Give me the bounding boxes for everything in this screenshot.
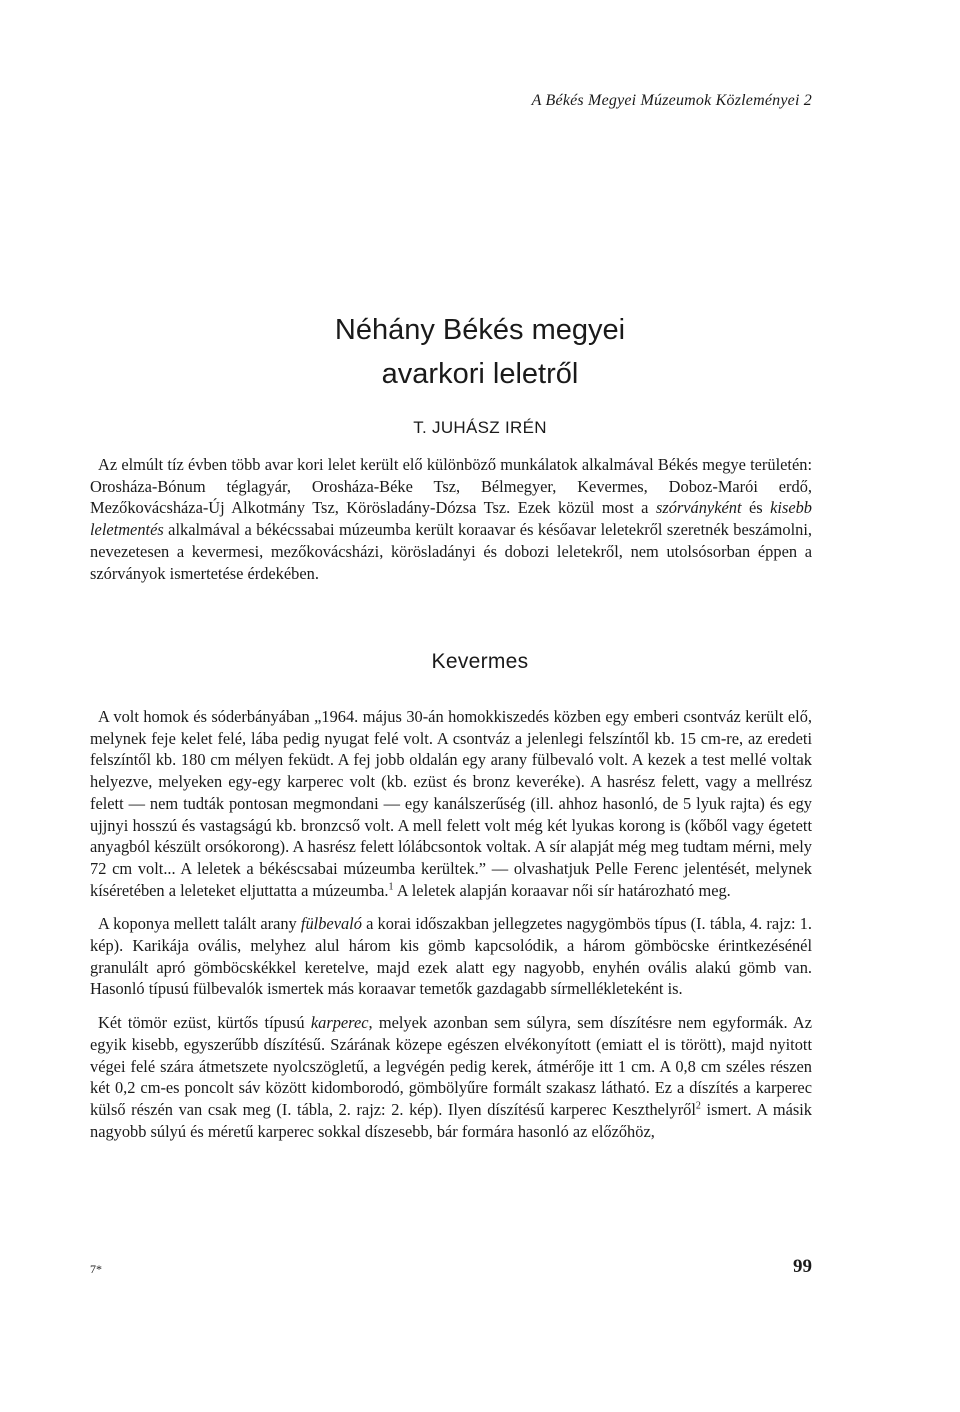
running-head: A Békés Megyei Múzeumok Közleményei 2 xyxy=(531,92,812,109)
paragraph-1-text: A volt homok és sóderbányában „1964. május 30-án homokkiszedés közben egy emberi csontváz került elő, melynek feje kelet felé, lába pedig nyugat felé volt. A csontváz a jelenlegi felszíntől kb. 15 cm-re, az eredeti felszíntől kb. 180 cm mélyen feküdt. A fej jobb oldalán egy arany fülbevaló volt. A kezek a test mellé voltak helyezve, melyeken egy-egy karperec volt (kb. ezüst és bronz keveréke). A hasrész felett, vagy a mellrész felett — nem tudták pontosan megmondani — egy kanálszerűség (ill. ahhoz hasonló, de 5 lyuk rajta) és egy ujjnyi hosszú és vastagságú kb. bronzcső volt. A mell felett volt még két lyukas korong is (kőből vagy égetett anyagból készült orsókorong). A hasrész felett lólábcsontok voltak. A sír alapját még meg tudtam mérni, mely 72 cm volt... A leletek a békéscsabai múzeumba kerültek.” — olvashatjuk Pelle Ferenc jelentését, melynek kíséretében a leleteket eljuttatta a múzeumba. xyxy=(90,707,812,900)
page-number: 99 xyxy=(793,1256,812,1277)
intro-text-2: alkalmával a békécssabai múzeumba került koraavar és későavar leletekről szeretnék beszámolni, nevezetesen a kevermesi, mezőkovácsházi, körösladányi és dobozi leletekről, nem utolsósorban éppen a szórványok ismertetése érdekében. xyxy=(90,520,812,583)
signature-mark: 7* xyxy=(90,1262,102,1276)
intro-text-1: Az elmúlt tíz évben több avar kori lelet került elő különböző munkálatok alkalmával Békés megye területén: Orosháza-Bónum téglagyár, Orosháza-Béke Tsz, Bélmegyer, Kevermes, Doboz-Marói erdő, Mezőkovácsháza-Új Alkotmány Tsz, Körösladány-Dózsa Tsz. Ezek közül most a xyxy=(90,455,812,518)
paragraph-2-emphasis: fülbevaló xyxy=(300,914,362,934)
paragraph-1 xyxy=(90,706,812,901)
section-heading-kevermes: Kevermes xyxy=(431,650,529,673)
kevermes-section xyxy=(90,706,812,1142)
footnote-ref-2[interactable]: 2 xyxy=(695,1100,701,1112)
author-name: T. JUHÁSZ IRÉN xyxy=(413,418,547,437)
intro-section xyxy=(90,454,812,584)
article-title-block xyxy=(0,308,960,438)
intro-emphasis-2: kisebb leletmentés xyxy=(90,498,812,540)
paragraph-2 xyxy=(90,913,812,1000)
intro-emphasis-1: szórványként xyxy=(655,498,742,518)
paragraph-2-text-2: a korai időszakban jellegzetes nagygömbös típus (I. tábla, 4. rajz: 1. kép). Karikája ovális, melyhez alul három kis gömb kapcsolódik, a három gömböcske érintkezésénél granulált apró gömböcskékkel keretelve, majd ezek alatt egy nagyobb, enyhén ovális alakú gömb van. Hasonló típusú fülbevalók ismertek más koraavar temetők gazdagabb sírmellékleteként is. xyxy=(90,914,812,999)
paragraph-3-text-2: , melyek azonban sem súlyra, sem díszítésre nem egyformák. Az egyik kisebb, egyszerűbb díszítésű. Szárának közepe egészen elvékonyított (emiatt el is törött), majd nyitott végei felé szára átmetszete nyolcszögletű, a legvégén pedig kerek, átmérője itt 1 cm. A 0,8 cm széles részen két 0,2 cm-es poncolt sáv között kidomborodó, gömbölyűre formált szakasz látható. Ez a díszítés a karperec külső részén van csak meg (I. tábla, 2. rajz: 2. kép). Ilyen díszítésű karperec Keszthelyről xyxy=(90,1013,812,1119)
footnote-ref-1[interactable]: 1 xyxy=(388,881,394,893)
intro-paragraph xyxy=(90,454,812,584)
paragraph-3-emphasis: karperec xyxy=(310,1013,369,1033)
paragraph-1-tail: A leletek alapján koraavar női sír határozható meg. xyxy=(393,880,731,900)
paragraph-3 xyxy=(90,1012,812,1142)
article-title-line-1: Néhány Békés megyei xyxy=(334,314,626,346)
article-title-line-2: avarkori leletről xyxy=(381,358,579,390)
paragraph-3-tail: ismert. A másik nagyobb súlyú és méretű karperec sokkal díszesebb, bár formára hasonló az előzőhöz, xyxy=(90,1099,812,1141)
intro-conjunction: és xyxy=(741,498,771,518)
paragraph-2-text-1: A koponya mellett talált arany xyxy=(98,914,301,934)
paragraph-3-text-1: Két tömör ezüst, kürtős típusú xyxy=(98,1013,311,1033)
